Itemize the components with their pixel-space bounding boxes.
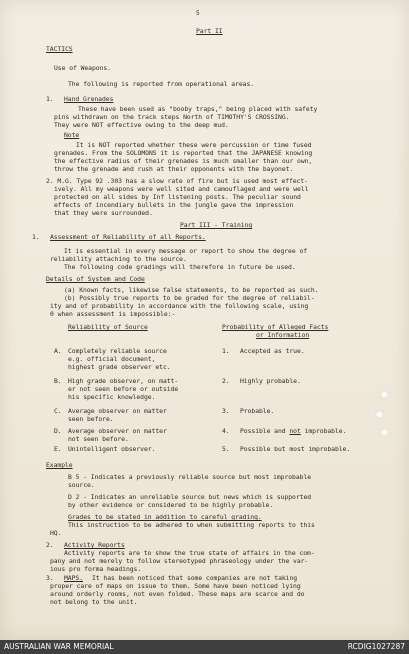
details-line: ity and of probability in accordance with the following scale, using bbox=[50, 302, 309, 310]
source-row-text: Completely reliable source bbox=[68, 347, 167, 355]
footer-source: AUSTRALIAN WAR MEMORIAL bbox=[4, 642, 114, 651]
fact-row-text: Highly probable. bbox=[240, 377, 301, 385]
activity-line: ious pro forma headings. bbox=[50, 565, 142, 573]
activity-heading: Activity Reports bbox=[64, 541, 125, 549]
source-row-text: e.g. official document, bbox=[68, 355, 156, 363]
activity-line: Activity reports are to show the true state of affairs in the com- bbox=[64, 549, 315, 557]
source-row-text: Average observer on matter bbox=[68, 427, 167, 435]
part-three-heading: Part III - Training bbox=[180, 221, 253, 229]
part-two-heading: Part II bbox=[196, 27, 223, 35]
following-reported: The following is reported from operational areas. bbox=[68, 80, 255, 88]
fact-row-number: 1. bbox=[222, 347, 230, 355]
source-row-text: highest grade observer etc. bbox=[68, 363, 171, 371]
punch-hole-top bbox=[380, 390, 389, 399]
source-row-text: his specific knowledge. bbox=[68, 393, 156, 401]
use-of-weapons: Use of Weapons. bbox=[54, 64, 111, 72]
source-row-text: seen before. bbox=[68, 415, 114, 423]
example-line: source. bbox=[68, 481, 95, 489]
item-2-line: ively. All my weapons were well sited and camouflaged and were well bbox=[54, 185, 309, 193]
maps-line: around orderly rooms, not even folded. These maps are scarce and do bbox=[50, 590, 305, 598]
activity-line: pany and not merely to follow stereotyped phraseology under the var- bbox=[50, 557, 309, 565]
fact-row-text bbox=[240, 428, 346, 435]
item-1-line: They were NOT effective owing to the deep mud. bbox=[54, 121, 229, 129]
item-1-line: pins withdrawn on the track steps North of TIMOTHY'S CROSSING. bbox=[54, 113, 290, 121]
fact-row-text: Accepted as true. bbox=[240, 347, 305, 355]
maps-line: It has been noticed that some companies are not taking bbox=[92, 574, 298, 582]
instruction-hq: HQ. bbox=[50, 529, 62, 537]
source-row-letter: B. bbox=[54, 377, 62, 385]
source-row-letter: C. bbox=[54, 407, 62, 415]
source-row-text: High grade observer, on matt- bbox=[68, 377, 179, 385]
details-heading: Details of System and Code bbox=[46, 275, 145, 283]
source-row-text: er not seen before or outside bbox=[68, 385, 179, 393]
source-row-letter: A. bbox=[54, 347, 62, 355]
fact-row-number: 2. bbox=[222, 377, 230, 385]
fact-row-text-part: Possible and bbox=[240, 427, 290, 435]
details-line: (b) Possibly true reports to be graded for the degree of reliabil- bbox=[64, 294, 315, 302]
instruction-line: This instruction to be adhered to when submitting reports to this bbox=[68, 521, 315, 529]
punch-hole-middle bbox=[375, 410, 384, 419]
fact-row-text: Possible but most improbable. bbox=[240, 445, 351, 453]
maps-line: proper care of maps on issue to them. Some have been noticed lying bbox=[50, 582, 301, 590]
fact-row-text-part: improbable. bbox=[300, 427, 347, 435]
archive-footer bbox=[0, 640, 409, 654]
details-line: 0 when assessment is impossible:- bbox=[50, 310, 176, 318]
page-number: 5 bbox=[196, 10, 200, 17]
punch-hole-bottom bbox=[380, 428, 389, 437]
item-1-number: 1. bbox=[46, 95, 54, 103]
fact-row-text: Probable. bbox=[240, 407, 275, 415]
grades-stated-line: Grades to be stated in addition to careful grading. bbox=[68, 513, 262, 521]
example-line: B 5 - Indicates a previously reliable source but most improbable bbox=[68, 473, 312, 481]
facts-column-header: Probability of Alleged Facts bbox=[222, 323, 329, 331]
item-2-line: effects of incendiary bullets in the jungle gave the impression bbox=[54, 201, 294, 209]
example-heading: Example bbox=[46, 461, 73, 469]
source-row-text: not seen before. bbox=[68, 435, 129, 443]
item-2-line: that they were surrounded. bbox=[54, 209, 153, 217]
source-row-text: Average observer on matter bbox=[68, 407, 167, 415]
fact-row-number: 5. bbox=[222, 445, 230, 453]
source-row-letter: E. bbox=[54, 445, 62, 453]
tactics-heading: TACTICS bbox=[46, 45, 73, 53]
activity-number: 2. bbox=[46, 541, 54, 549]
fact-row-text-underlined: not bbox=[289, 427, 301, 435]
item-2-line: protected on all sides by Inf listening posts. The peculiar sound bbox=[54, 193, 301, 201]
note-line: grenades. From the SOLOMONS it is reported that the JAPANESE knowing bbox=[54, 149, 313, 157]
source-row-letter: D. bbox=[54, 427, 62, 435]
maps-heading: MAPS. bbox=[64, 574, 83, 582]
source-row-text: Unintelligent observer. bbox=[68, 445, 156, 453]
source-column-header: Reliability of Source bbox=[68, 323, 148, 331]
fact-row-number: 4. bbox=[222, 427, 230, 435]
note-line: throw the grenade and rush at their opponents with the bayonet. bbox=[54, 165, 294, 173]
note-line: the effective radius of their grenades is much smaller than our own, bbox=[54, 157, 313, 165]
footer-record-id: RCDIG1027287 bbox=[347, 642, 405, 651]
maps-line: not belong to the unit. bbox=[50, 598, 138, 606]
assessment-line: reliability attaching to the source. bbox=[50, 255, 187, 263]
facts-column-header: or Information bbox=[256, 331, 310, 339]
fact-row-number: 3. bbox=[222, 407, 230, 415]
details-line: (a) Known facts, likewise false statements, to be reported as such. bbox=[64, 286, 319, 294]
assessment-number: 1. bbox=[32, 233, 40, 241]
item-1-heading: Hand Grenades bbox=[64, 95, 114, 103]
maps-number: 3. bbox=[46, 574, 54, 582]
example-line: D 2 - Indicates an unreliable source but news which is supported bbox=[68, 493, 312, 501]
assessment-heading: Assessment of Reliability of all Reports. bbox=[50, 233, 206, 241]
item-2-line: 2. M.G. Type 92 .303 has a slow rate of fire but is used most effect- bbox=[46, 177, 309, 185]
item-1-line: These have been used as "booby traps," being placed with safety bbox=[78, 105, 318, 113]
example-line: by other evidence or considered to be highly probable. bbox=[68, 501, 274, 509]
assessment-line: It is essential in every message or report to show the degree of bbox=[64, 247, 308, 255]
note-line: It is NOT reported whether these were percussion or time fused bbox=[76, 141, 312, 149]
note-heading: Note bbox=[64, 131, 80, 139]
assessment-line: The following code gradings will therefore in future be used. bbox=[64, 263, 296, 271]
